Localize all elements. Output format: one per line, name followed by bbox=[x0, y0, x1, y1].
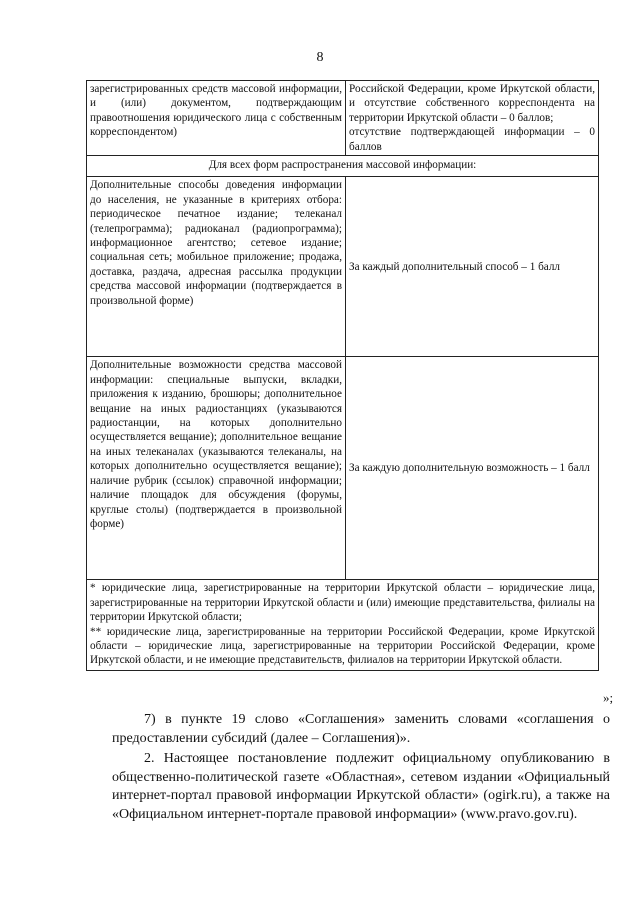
paragraph-item-7: 7) в пункте 19 слово «Соглашения» заменить словами «соглашения о предоставлении субсидий (далее – Соглашения)». bbox=[112, 712, 610, 746]
score-text: Российской Федерации, кроме Иркутской области, и отсутствие собственного корреспондента на территории Иркутской области – 0 баллов; bbox=[349, 83, 595, 124]
criterion-cell: Дополнительные возможности средства массовой информации: специальные выпуски, вкладки, приложения к изданию, брошюры; дополнительное вещание на иных радиостанциях (указываются радиостанции, на которых дополнительно осуществляется вещание); дополнительное вещание на иных телеканалах (указываются телеканалы, на которых дополнительно осуществляется вещание); наличие рубрик (ссылок) справочной информации; наличие площадок для обсуждения (форумы, круглые столы) (подтверждается в произвольной форме) bbox=[87, 357, 346, 580]
criterion-cell: зарегистрированных средств массовой информации, и (или) документом, подтверждающим правоотношения юридического лица с собственным корреспондентом) bbox=[87, 81, 346, 156]
table-row bbox=[87, 156, 599, 177]
page-number: 8 bbox=[316, 50, 324, 65]
closing-quote: »; bbox=[603, 690, 614, 705]
section-header: Для всех форм распространения массовой информации: bbox=[87, 156, 599, 177]
table-row bbox=[87, 580, 599, 670]
table-row bbox=[87, 81, 599, 156]
score-cell: За каждый дополнительный способ – 1 балл bbox=[346, 177, 599, 357]
footnotes-cell bbox=[87, 580, 599, 670]
table-row bbox=[87, 357, 599, 580]
paragraph-item-2: 2. Настоящее постановление подлежит официальному опубликованию в общественно-политической газете «Областная», сетевом издании «Официальный интернет-портал правовой информации Иркутской области» (ogirk.ru), а также на «Официальном интернет-портале правовой информации» (www.pravo.gov.ru). bbox=[112, 751, 610, 822]
table-row bbox=[87, 177, 599, 357]
footnote: ** юридические лица, зарегистрированные на территории Российской Федерации, кроме Иркутской области – юридические лица, зарегистрированные на территории Российской Федерации, кроме Иркутской области, и не имеющие представительств, филиалов на территории Иркутской области. bbox=[90, 625, 595, 667]
footnote: * юридические лица, зарегистрированные на территории Иркутской области – юридические лица, зарегистрированные на территории Иркутской области и (или) имеющие представительства, филиалы на территории Иркутской области; bbox=[90, 582, 595, 624]
criteria-table bbox=[86, 80, 599, 671]
score-cell bbox=[346, 81, 599, 156]
score-text: отсутствие подтверждающей информации – 0 баллов bbox=[349, 126, 595, 153]
score-cell: За каждую дополнительную возможность – 1 балл bbox=[346, 357, 599, 580]
criterion-cell: Дополнительные способы доведения информации до населения, не указанные в критериях отбора: периодическое печатное издание; телеканал (телепрограмма); радиоканал (радиопрограмма); информационное агентство; сетевое издание; социальная сеть; мобильное приложение; продажа, доставка, раздача, адресная рассылка продукции средства массовой информации (подтверждается в произвольной форме) bbox=[87, 177, 346, 357]
